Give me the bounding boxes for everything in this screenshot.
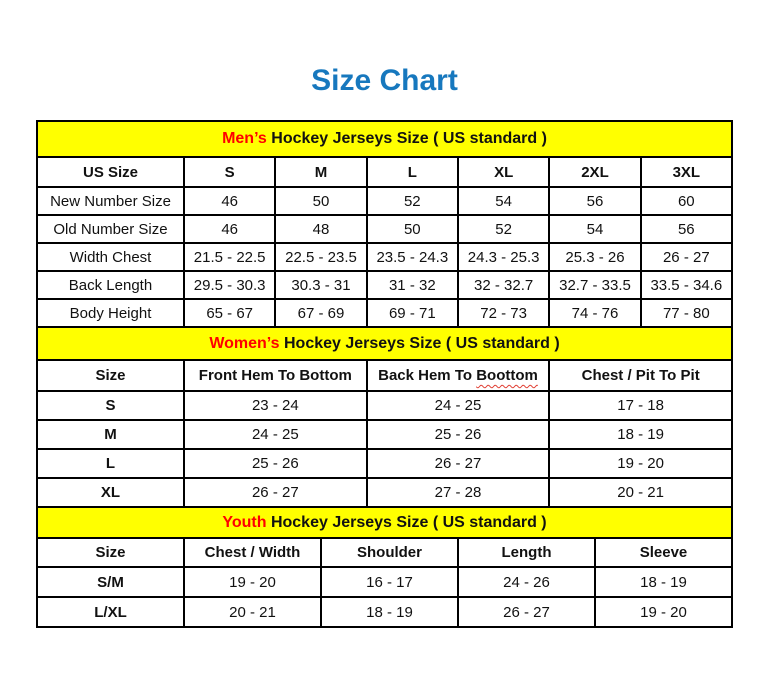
womens-col-header: Front Hem To Bottom <box>184 360 367 391</box>
womens-section-header-rest: Hockey Jerseys Size ( US standard ) <box>279 334 560 352</box>
table-cell: 19 - 20 <box>549 449 732 478</box>
table-cell: 19 - 20 <box>184 567 321 597</box>
table-cell: 69 - 71 <box>367 299 458 327</box>
row-label: Old Number Size <box>37 215 184 243</box>
table-cell: 72 - 73 <box>458 299 549 327</box>
table-cell: 46 <box>184 187 275 215</box>
table-row <box>37 391 732 420</box>
table-row <box>37 271 732 299</box>
table-cell: 20 - 21 <box>184 597 321 627</box>
youth-col-header: Size <box>37 538 184 567</box>
mens-col-header: S <box>184 157 275 187</box>
table-row <box>37 449 732 478</box>
table-cell: 21.5 - 22.5 <box>184 243 275 271</box>
row-label: Back Length <box>37 271 184 299</box>
table-row <box>37 567 732 597</box>
table-row <box>37 215 732 243</box>
table-row <box>37 420 732 449</box>
row-label: Body Height <box>37 299 184 327</box>
row-label: S <box>37 391 184 420</box>
mens-col-header: 3XL <box>641 157 732 187</box>
youth-size-table <box>36 506 733 628</box>
youth-section-header-row <box>37 507 732 538</box>
table-cell: 32 - 32.7 <box>458 271 549 299</box>
youth-column-header-row <box>37 538 732 567</box>
row-label: L <box>37 449 184 478</box>
table-row <box>37 187 732 215</box>
table-row <box>37 243 732 271</box>
table-row <box>37 478 732 507</box>
table-cell: 77 - 80 <box>641 299 732 327</box>
row-label: L/XL <box>37 597 184 627</box>
mens-section-highlight: Men’s <box>222 130 267 147</box>
table-cell: 24 - 25 <box>184 420 367 449</box>
table-cell: 19 - 20 <box>595 597 732 627</box>
mens-col-header: US Size <box>37 157 184 187</box>
row-label: S/M <box>37 567 184 597</box>
youth-section-header-rest: Hockey Jerseys Size ( US standard ) <box>266 513 547 531</box>
table-cell: 30.3 - 31 <box>275 271 366 299</box>
table-cell: 23.5 - 24.3 <box>367 243 458 271</box>
womens-col-header <box>367 360 550 391</box>
table-cell: 26 - 27 <box>641 243 732 271</box>
table-cell: 17 - 18 <box>549 391 732 420</box>
table-cell: 54 <box>549 215 640 243</box>
table-cell: 65 - 67 <box>184 299 275 327</box>
table-cell: 26 - 27 <box>367 449 550 478</box>
table-cell: 27 - 28 <box>367 478 550 507</box>
table-cell: 60 <box>641 187 732 215</box>
table-cell: 24 - 26 <box>458 567 595 597</box>
womens-section-header <box>37 327 732 360</box>
mens-col-header: L <box>367 157 458 187</box>
table-cell: 46 <box>184 215 275 243</box>
mens-section-header-rest: Hockey Jerseys Size ( US standard ) <box>266 130 547 147</box>
womens-section-header-row <box>37 327 732 360</box>
table-row <box>37 299 732 327</box>
table-cell: 24 - 25 <box>367 391 550 420</box>
table-row <box>37 597 732 627</box>
table-cell: 56 <box>549 187 640 215</box>
womens-section-highlight: Women’s <box>209 334 280 352</box>
table-cell: 26 - 27 <box>458 597 595 627</box>
womens-size-table <box>36 326 733 508</box>
mens-section-header-row <box>37 121 732 157</box>
page-title: Size Chart <box>311 64 458 97</box>
mens-col-header: M <box>275 157 366 187</box>
table-cell: 52 <box>367 187 458 215</box>
misspelled-word: Boottom <box>476 367 538 384</box>
size-chart <box>36 120 733 628</box>
womens-col-header: Chest / Pit To Pit <box>549 360 732 391</box>
table-cell: 48 <box>275 215 366 243</box>
table-cell: 32.7 - 33.5 <box>549 271 640 299</box>
row-label: XL <box>37 478 184 507</box>
table-cell: 26 - 27 <box>184 478 367 507</box>
table-cell: 25.3 - 26 <box>549 243 640 271</box>
table-cell: 50 <box>367 215 458 243</box>
mens-section-header <box>37 121 732 157</box>
table-cell: 54 <box>458 187 549 215</box>
youth-col-header: Shoulder <box>321 538 458 567</box>
youth-col-header: Length <box>458 538 595 567</box>
table-cell: 25 - 26 <box>367 420 550 449</box>
table-cell: 25 - 26 <box>184 449 367 478</box>
mens-col-header: XL <box>458 157 549 187</box>
row-label: New Number Size <box>37 187 184 215</box>
table-cell: 56 <box>641 215 732 243</box>
youth-section-header <box>37 507 732 538</box>
table-cell: 22.5 - 23.5 <box>275 243 366 271</box>
table-cell: 23 - 24 <box>184 391 367 420</box>
table-cell: 74 - 76 <box>549 299 640 327</box>
row-label: Width Chest <box>37 243 184 271</box>
table-cell: 52 <box>458 215 549 243</box>
table-cell: 24.3 - 25.3 <box>458 243 549 271</box>
table-cell: 31 - 32 <box>367 271 458 299</box>
mens-size-table <box>36 120 733 328</box>
youth-col-header: Sleeve <box>595 538 732 567</box>
mens-col-header: 2XL <box>549 157 640 187</box>
table-cell: 16 - 17 <box>321 567 458 597</box>
table-cell: 29.5 - 30.3 <box>184 271 275 299</box>
row-label: M <box>37 420 184 449</box>
table-cell: 33.5 - 34.6 <box>641 271 732 299</box>
womens-col-header: Size <box>37 360 184 391</box>
table-cell: 50 <box>275 187 366 215</box>
youth-section-highlight: Youth <box>222 513 267 531</box>
youth-col-header: Chest / Width <box>184 538 321 567</box>
womens-column-header-row <box>37 360 732 391</box>
womens-col-header-prefix: Back Hem To <box>378 367 477 384</box>
table-cell: 67 - 69 <box>275 299 366 327</box>
table-cell: 18 - 19 <box>595 567 732 597</box>
table-cell: 18 - 19 <box>549 420 732 449</box>
table-cell: 20 - 21 <box>549 478 732 507</box>
table-cell: 18 - 19 <box>321 597 458 627</box>
mens-column-header-row <box>37 157 732 187</box>
